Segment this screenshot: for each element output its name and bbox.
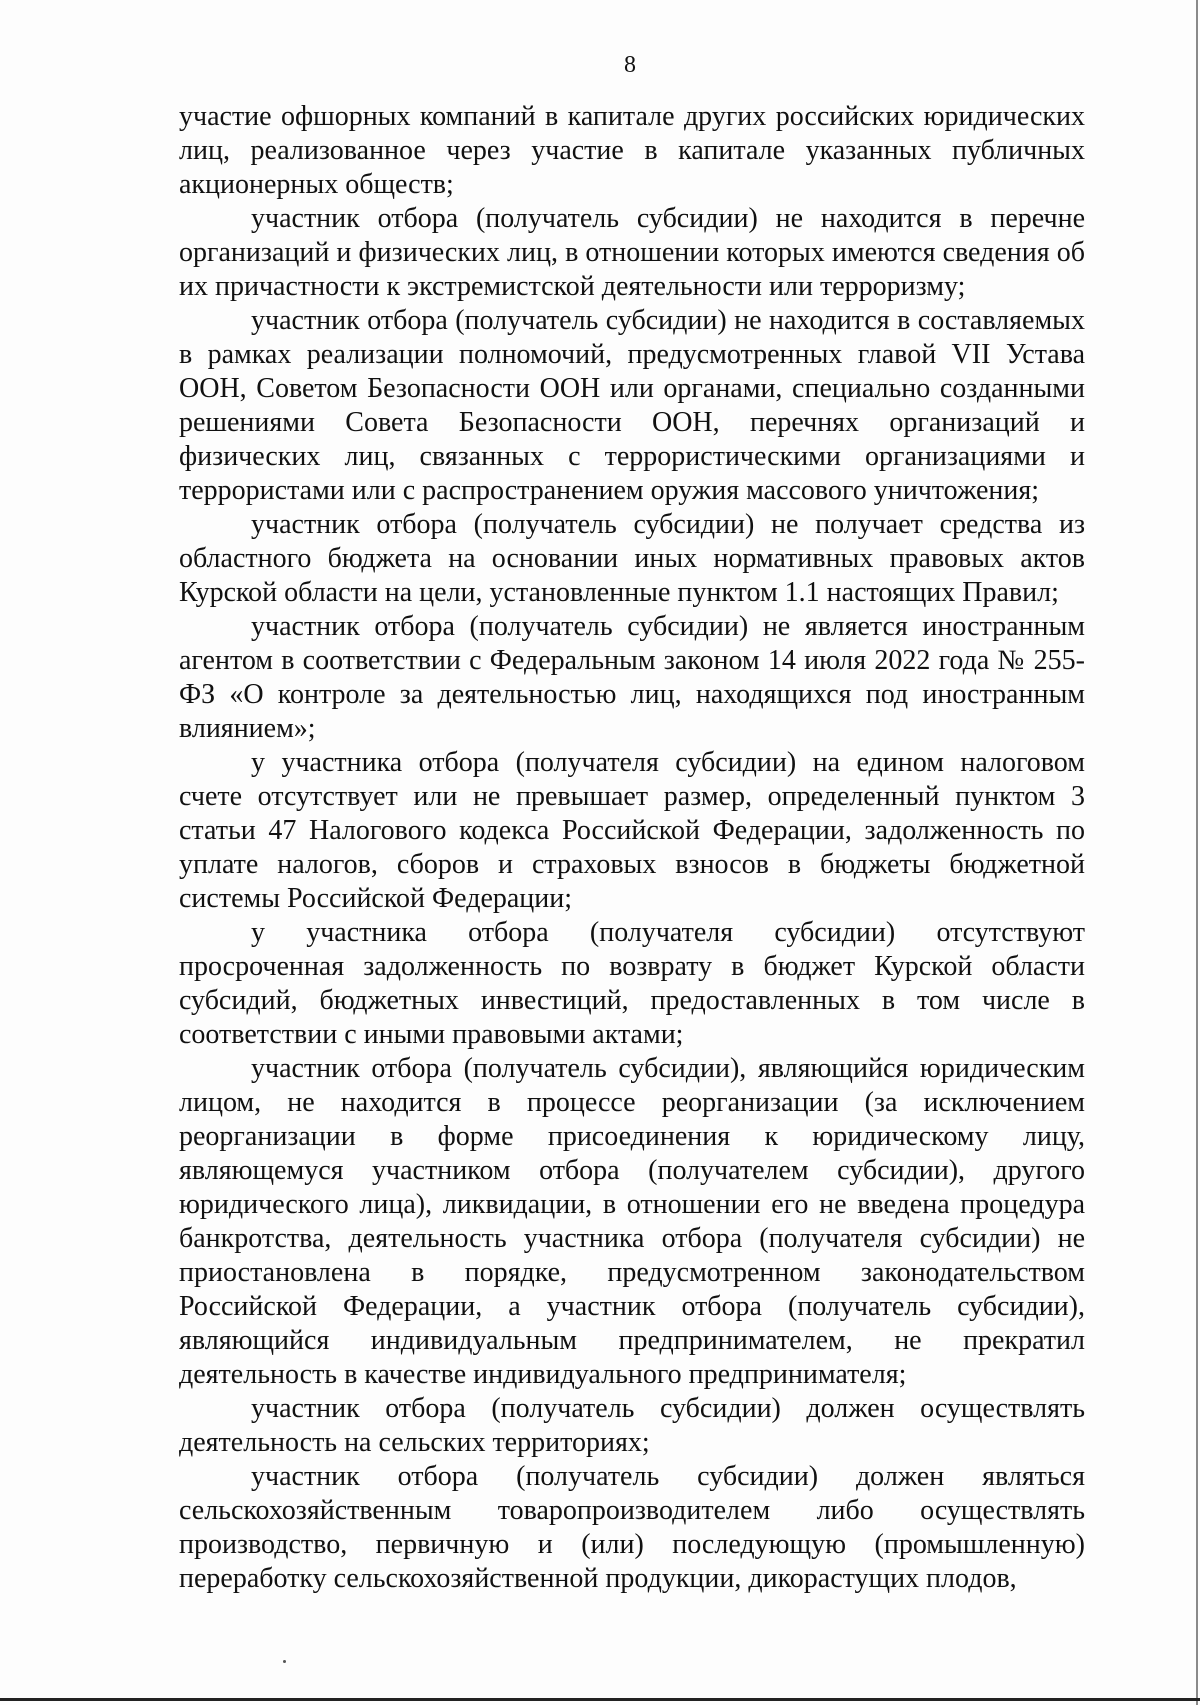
scan-edge-line (1196, 0, 1198, 1705)
paragraph-1: участие офшорных компаний в капитале других российских юридических лиц, реализованное через участие в капитале указанных публичных акционерных обществ; (179, 101, 1085, 200)
paragraph-5: участник отбора (получатель субсидии) не является иностранным агентом в соответствии с Федеральным законом 14 июля 2022 года № 255-ФЗ «О контроле за деятельностью лиц, находящихся под иностранным влиянием»; (179, 611, 1085, 744)
paragraph-10: участник отбора (получатель субсидии) должен являться сельскохозяйственным товаропроизводителем либо осуществлять производство, первичную и (или) последующую (промышленную) переработку сельскохозяйственной продукции, дикорастущих плодов, (179, 1461, 1085, 1594)
scan-bottom-line (0, 1698, 1200, 1701)
paragraph-4: участник отбора (получатель субсидии) не получает средства из областного бюджета на основании иных нормативных правовых актов Курской области на цели, установленные пунктом 1.1 настоящих Правил; (179, 509, 1085, 608)
paragraph-3: участник отбора (получатель субсидии) не находится в составляемых в рамках реализации полномочий, предусмотренных главой VII Устава ООН, Советом Безопасности ООН или органами, специально созданными решениями Совета Безопасности ООН, перечнях организаций и физических лиц, связанных с террористическими организациями и террористами или с распространением оружия массового уничтожения; (179, 305, 1085, 506)
page-number: 8 (624, 52, 636, 78)
paragraph-7: у участника отбора (получателя субсидии) отсутствуют просроченная задолженность по возврату в бюджет Курской области субсидий, бюджетных инвестиций, предоставленных в том числе в соответствии с иными правовыми актами; (179, 917, 1085, 1050)
paragraph-9: участник отбора (получатель субсидии) должен осуществлять деятельность на сельских территориях; (179, 1393, 1085, 1458)
paragraph-2: участник отбора (получатель субсидии) не находится в перечне организаций и физических лиц, в отношении которых имеются сведения об их причастности к экстремистской деятельности или терроризму; (179, 203, 1085, 302)
scan-speck (283, 1660, 286, 1663)
paragraph-6: у участника отбора (получателя субсидии) на едином налоговом счете отсутствует или не превышает размер, определенный пунктом 3 статьи 47 Налогового кодекса Российской Федерации, задолженность по уплате налогов, сборов и страховых взносов в бюджеты бюджетной системы Российской Федерации; (179, 747, 1085, 914)
document-body (179, 100, 1085, 1596)
paragraph-8: участник отбора (получатель субсидии), являющийся юридическим лицом, не находится в процессе реорганизации (за исключением реорганизации в форме присоединения к юридическому лицу, являющемуся участником отбора (получателем субсидии), другого юридического лица), ликвидации, в отношении его не введена процедура банкротства, деятельность участника отбора (получателя субсидии) не приостановлена в порядке, предусмотренном законодательством Российской Федерации, а участник отбора (получатель субсидии), являющийся индивидуальным предпринимателем, не прекратил деятельность в качестве индивидуального предпринимателя; (179, 1053, 1085, 1390)
